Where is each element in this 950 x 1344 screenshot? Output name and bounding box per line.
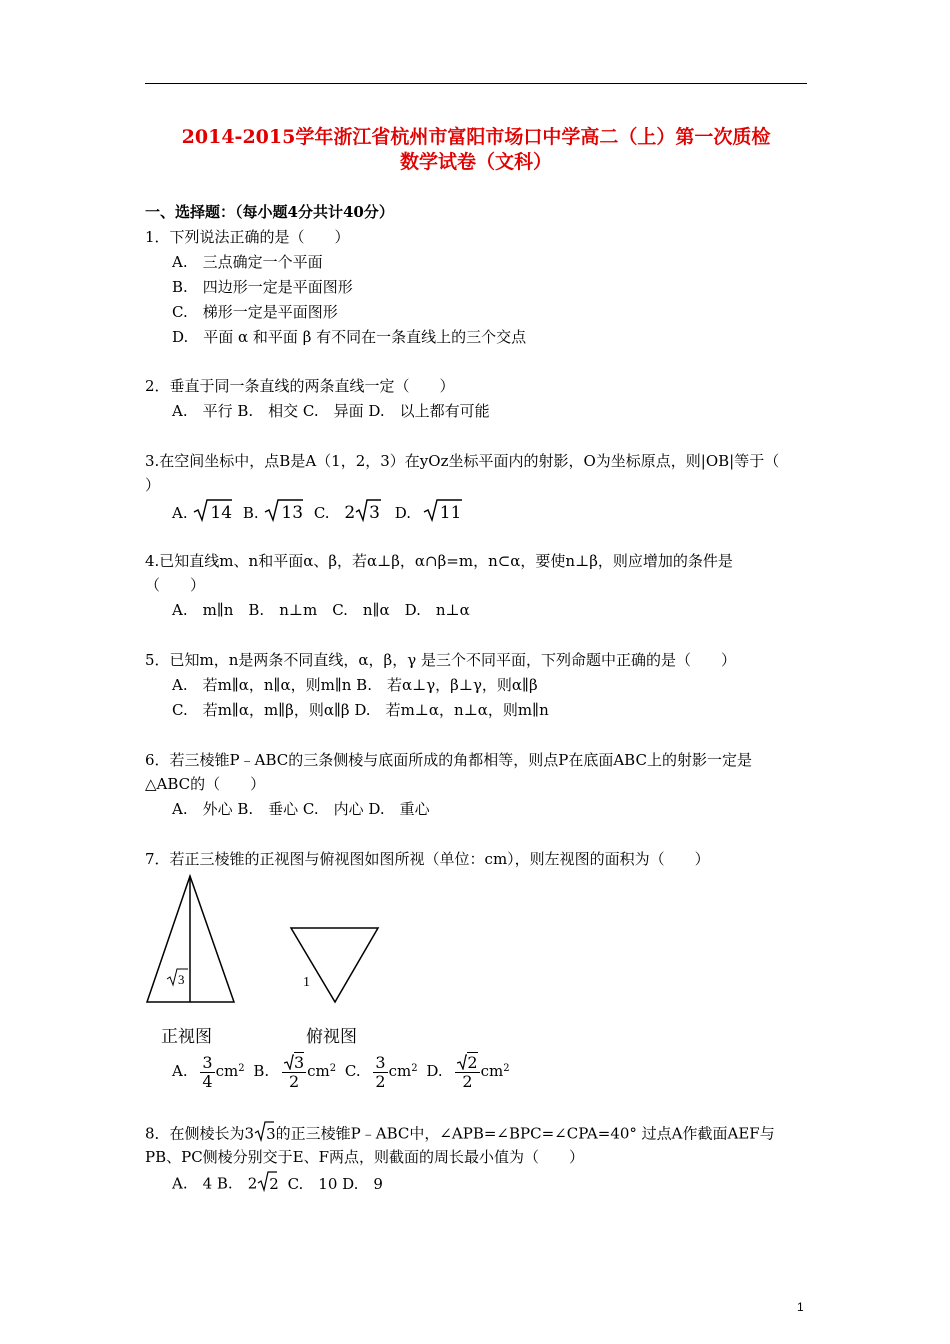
q8-options-cd: C. 10 D. 9 [287, 1174, 383, 1193]
q8-stem-post: 的正三棱锥P﹣ABC中，∠APB=∠BPC=∠CPA=40° 过点A作截面AEF与 [275, 1124, 775, 1143]
q3-option-c-coef: 2 [344, 503, 356, 523]
top-view-label: 俯视图 [306, 1027, 357, 1046]
top-view-figure [285, 924, 385, 1008]
q7-option-d-den: 2 [462, 1071, 473, 1091]
q8-stem-line2: PB、PC侧棱分别交于E、F两点，则截面的周长最小值为（ ） [145, 1148, 585, 1166]
front-view-figure [140, 872, 250, 1007]
q8-stem-line1 [145, 1120, 775, 1149]
q7-option-a-label: A. [172, 1062, 188, 1080]
q7-option-a-unit: cm [215, 1062, 239, 1080]
q4-options: A. m∥n B. n⊥m C. n∥α D. n⊥α [172, 601, 470, 619]
front-view-label: 正视图 [161, 1027, 212, 1046]
sqrt-icon [457, 1054, 467, 1070]
q7-option-b-exp: 2 [329, 1063, 337, 1074]
q3-option-c-label: C. [313, 504, 330, 522]
q3-option-a-value: 14 [210, 503, 233, 523]
sqrt-icon [284, 1054, 294, 1070]
q7-option-c-label: C. [344, 1062, 361, 1080]
q4-stem-line1: 4.已知直线m、n和平面α、β，若α⊥β，α∩β=m，n⊂α，要使n⊥β，则应增加的条件是 [145, 552, 733, 570]
q7-option-b-label: B. [253, 1062, 270, 1080]
q7-option-b-num: 3 [293, 1052, 305, 1072]
front-view-sqrt-value: 3 [178, 972, 185, 987]
q3-stem-line1: 3.在空间坐标中，点B是A（1，2，3）在yOz坐标平面内的射影，O为坐标原点，则|OB|等于（ [145, 452, 780, 470]
q7-options [172, 1049, 510, 1093]
q7-option-c-den: 2 [375, 1071, 386, 1091]
q3-option-d-value: 11 [439, 503, 462, 523]
title-line-2: 数学试卷（文科） [399, 151, 552, 173]
top-view-triangle [291, 928, 378, 1002]
q7-option-a-fraction [200, 1054, 214, 1091]
title-line-1: 2014-2015学年浙江省杭州市富阳市场口中学高二（上）第一次质检 [181, 126, 771, 148]
section-heading: 一、选择题：（每小题4分共计40分） [145, 203, 394, 221]
q1-option-c: C. 梯形一定是平面图形 [172, 303, 338, 321]
q3-stem-line2: ） [145, 476, 161, 494]
q7-option-b-unit: cm [307, 1062, 330, 1080]
q7-option-b-fraction [282, 1054, 306, 1091]
q7-option-d-num: 2 [467, 1052, 478, 1072]
q1-option-d: D. 平面 α 和平面 β 有不同在一条直线上的三个交点 [172, 328, 527, 346]
page-number: 1 [797, 1300, 804, 1314]
q8-option-b-sqrt-value: 2 [269, 1174, 279, 1193]
q7-option-c-num: 3 [375, 1052, 386, 1072]
q5-options-cd: C. 若m∥α，m∥β，则α∥β D. 若m⊥α，n⊥α，则m∥n [172, 701, 549, 719]
q1-option-b: B. 四边形一定是平面图形 [172, 278, 353, 296]
q3-option-b-value: 13 [281, 503, 304, 523]
q7-option-a-den: 4 [202, 1071, 213, 1091]
q3-option-d-label: D. [394, 504, 412, 522]
q7-option-a-exp: 2 [238, 1063, 245, 1074]
q7-option-b-den: 2 [288, 1071, 300, 1091]
q6-stem-line1: 6．若三棱锥P﹣ABC的三条侧棱与底面所成的角都相等，则点P在底面ABC上的射影一定是 [145, 751, 752, 769]
q7-option-c-unit: cm [388, 1062, 412, 1080]
q8-options [172, 1170, 383, 1199]
q3-option-a-label: A. [172, 504, 188, 522]
q8-options-ab: A. 4 B. 2 [172, 1174, 258, 1193]
q7-option-a-num: 3 [202, 1052, 213, 1072]
q7-option-c-exp: 2 [411, 1063, 418, 1074]
q7-stem: 7．若正三棱锥的正视图与俯视图如图所视（单位：cm），则左视图的面积为（ ） [145, 850, 710, 868]
q4-stem-line2: （ ） [145, 576, 206, 594]
q6-stem-line2: △ABC的（ ） [145, 775, 266, 793]
q7-option-d-num-wrap [455, 1054, 479, 1073]
q7-option-c-fraction [373, 1054, 387, 1091]
header-rule [145, 83, 807, 84]
q8-stem-pre: 8．在侧棱长为3 [145, 1124, 255, 1143]
q7-option-b-num-wrap [282, 1054, 306, 1073]
q3-option-c-value: 3 [369, 503, 380, 523]
q5-options-ab: A. 若m∥α，n∥α，则m∥n B. 若α⊥γ，β⊥γ，则α∥β [172, 676, 538, 694]
q8-stem-sqrt-value: 3 [266, 1124, 276, 1143]
q7-option-d-unit: cm [480, 1062, 504, 1080]
q2-stem: 2．垂直于同一条直线的两条直线一定（ ） [145, 377, 455, 395]
top-view-side-label: 1 [303, 975, 310, 990]
q7-option-d-label: D. [426, 1062, 443, 1080]
q3-options [172, 498, 461, 530]
q2-options: A. 平行 B. 相交 C. 异面 D. 以上都有可能 [172, 402, 490, 420]
q1-option-a: A. 三点确定一个平面 [172, 253, 323, 271]
q7-option-d-fraction [455, 1054, 479, 1091]
q1-stem: 1．下列说法正确的是（ ） [145, 228, 350, 246]
q5-stem: 5．已知m，n是两条不同直线，α，β，γ 是三个不同平面，下列命题中正确的是（ ） [145, 651, 736, 669]
q3-option-b-label: B. [242, 504, 259, 522]
q7-option-d-exp: 2 [503, 1063, 510, 1074]
q6-options: A. 外心 B. 垂心 C. 内心 D. 重心 [172, 800, 430, 818]
